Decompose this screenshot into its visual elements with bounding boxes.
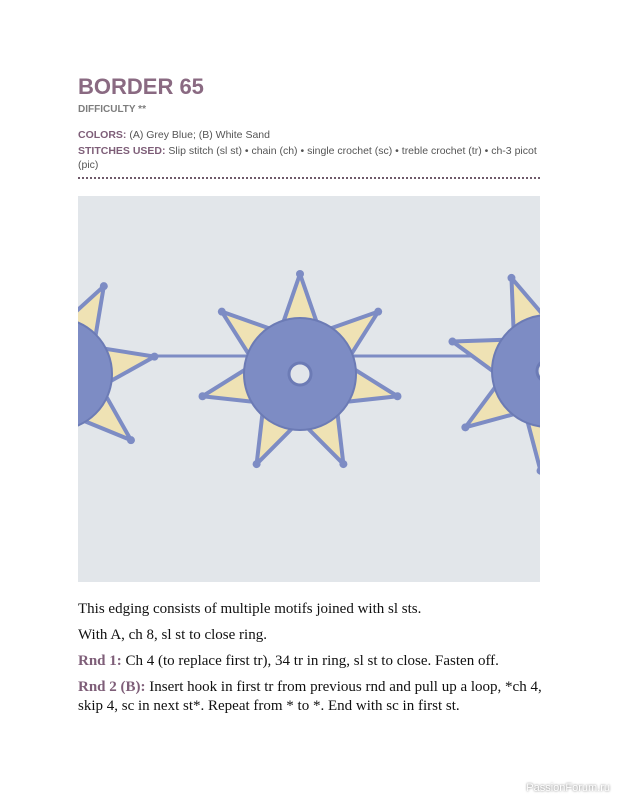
- colors-label: COLORS:: [78, 129, 127, 141]
- picot: [296, 270, 304, 278]
- colors-value: (A) Grey Blue; (B) White Sand: [126, 129, 270, 141]
- flower-motif: [78, 278, 158, 478]
- round-2-label: Rnd 2 (B):: [78, 679, 146, 695]
- round-2-text: Insert hook in first tr from previous rnd and pull up a loop, *ch 4, skip 4, sc in next st*. Repeat from * to *. End with sc in first st.: [78, 679, 542, 714]
- round-2: [78, 678, 548, 716]
- picot: [448, 338, 456, 346]
- round-1-text: Ch 4 (to replace first tr), 34 tr in ring, sl st to close. Fasten off.: [121, 653, 499, 669]
- crochet-photo: [78, 196, 540, 582]
- colors-line: [78, 128, 543, 142]
- picot: [199, 392, 207, 400]
- picot: [253, 460, 261, 468]
- picot: [393, 392, 401, 400]
- start-text: With A, ch 8, sl st to close ring.: [78, 627, 267, 643]
- center-ring: [289, 363, 311, 385]
- picot: [150, 353, 158, 361]
- round-1-label: Rnd 1:: [78, 653, 122, 669]
- dotted-divider: [78, 177, 540, 179]
- flower-motif: [199, 270, 402, 468]
- pattern-title: BORDER 65: [78, 74, 204, 99]
- difficulty: DIFFICULTY **: [78, 104, 146, 115]
- picot: [339, 460, 347, 468]
- intro-text: This edging consists of multiple motifs joined with sl sts.: [78, 601, 422, 617]
- stitches-value: Slip stitch (sl st) • chain (ch) • single crochet (sc) • treble crochet (tr) • ch-3 picot (pic): [78, 145, 537, 171]
- picot: [374, 308, 382, 316]
- crochet-flowers-image: [78, 196, 540, 582]
- picot: [461, 423, 469, 431]
- stitches-label: STITCHES USED:: [78, 145, 166, 157]
- flower-motif: [448, 274, 540, 475]
- picot: [100, 282, 108, 290]
- picot: [218, 308, 226, 316]
- picot: [507, 274, 515, 282]
- watermark: PassionForum.ru: [526, 782, 610, 794]
- round-1: [78, 652, 548, 671]
- picot: [537, 467, 540, 475]
- picot: [127, 436, 135, 444]
- stitches-line: [78, 144, 543, 172]
